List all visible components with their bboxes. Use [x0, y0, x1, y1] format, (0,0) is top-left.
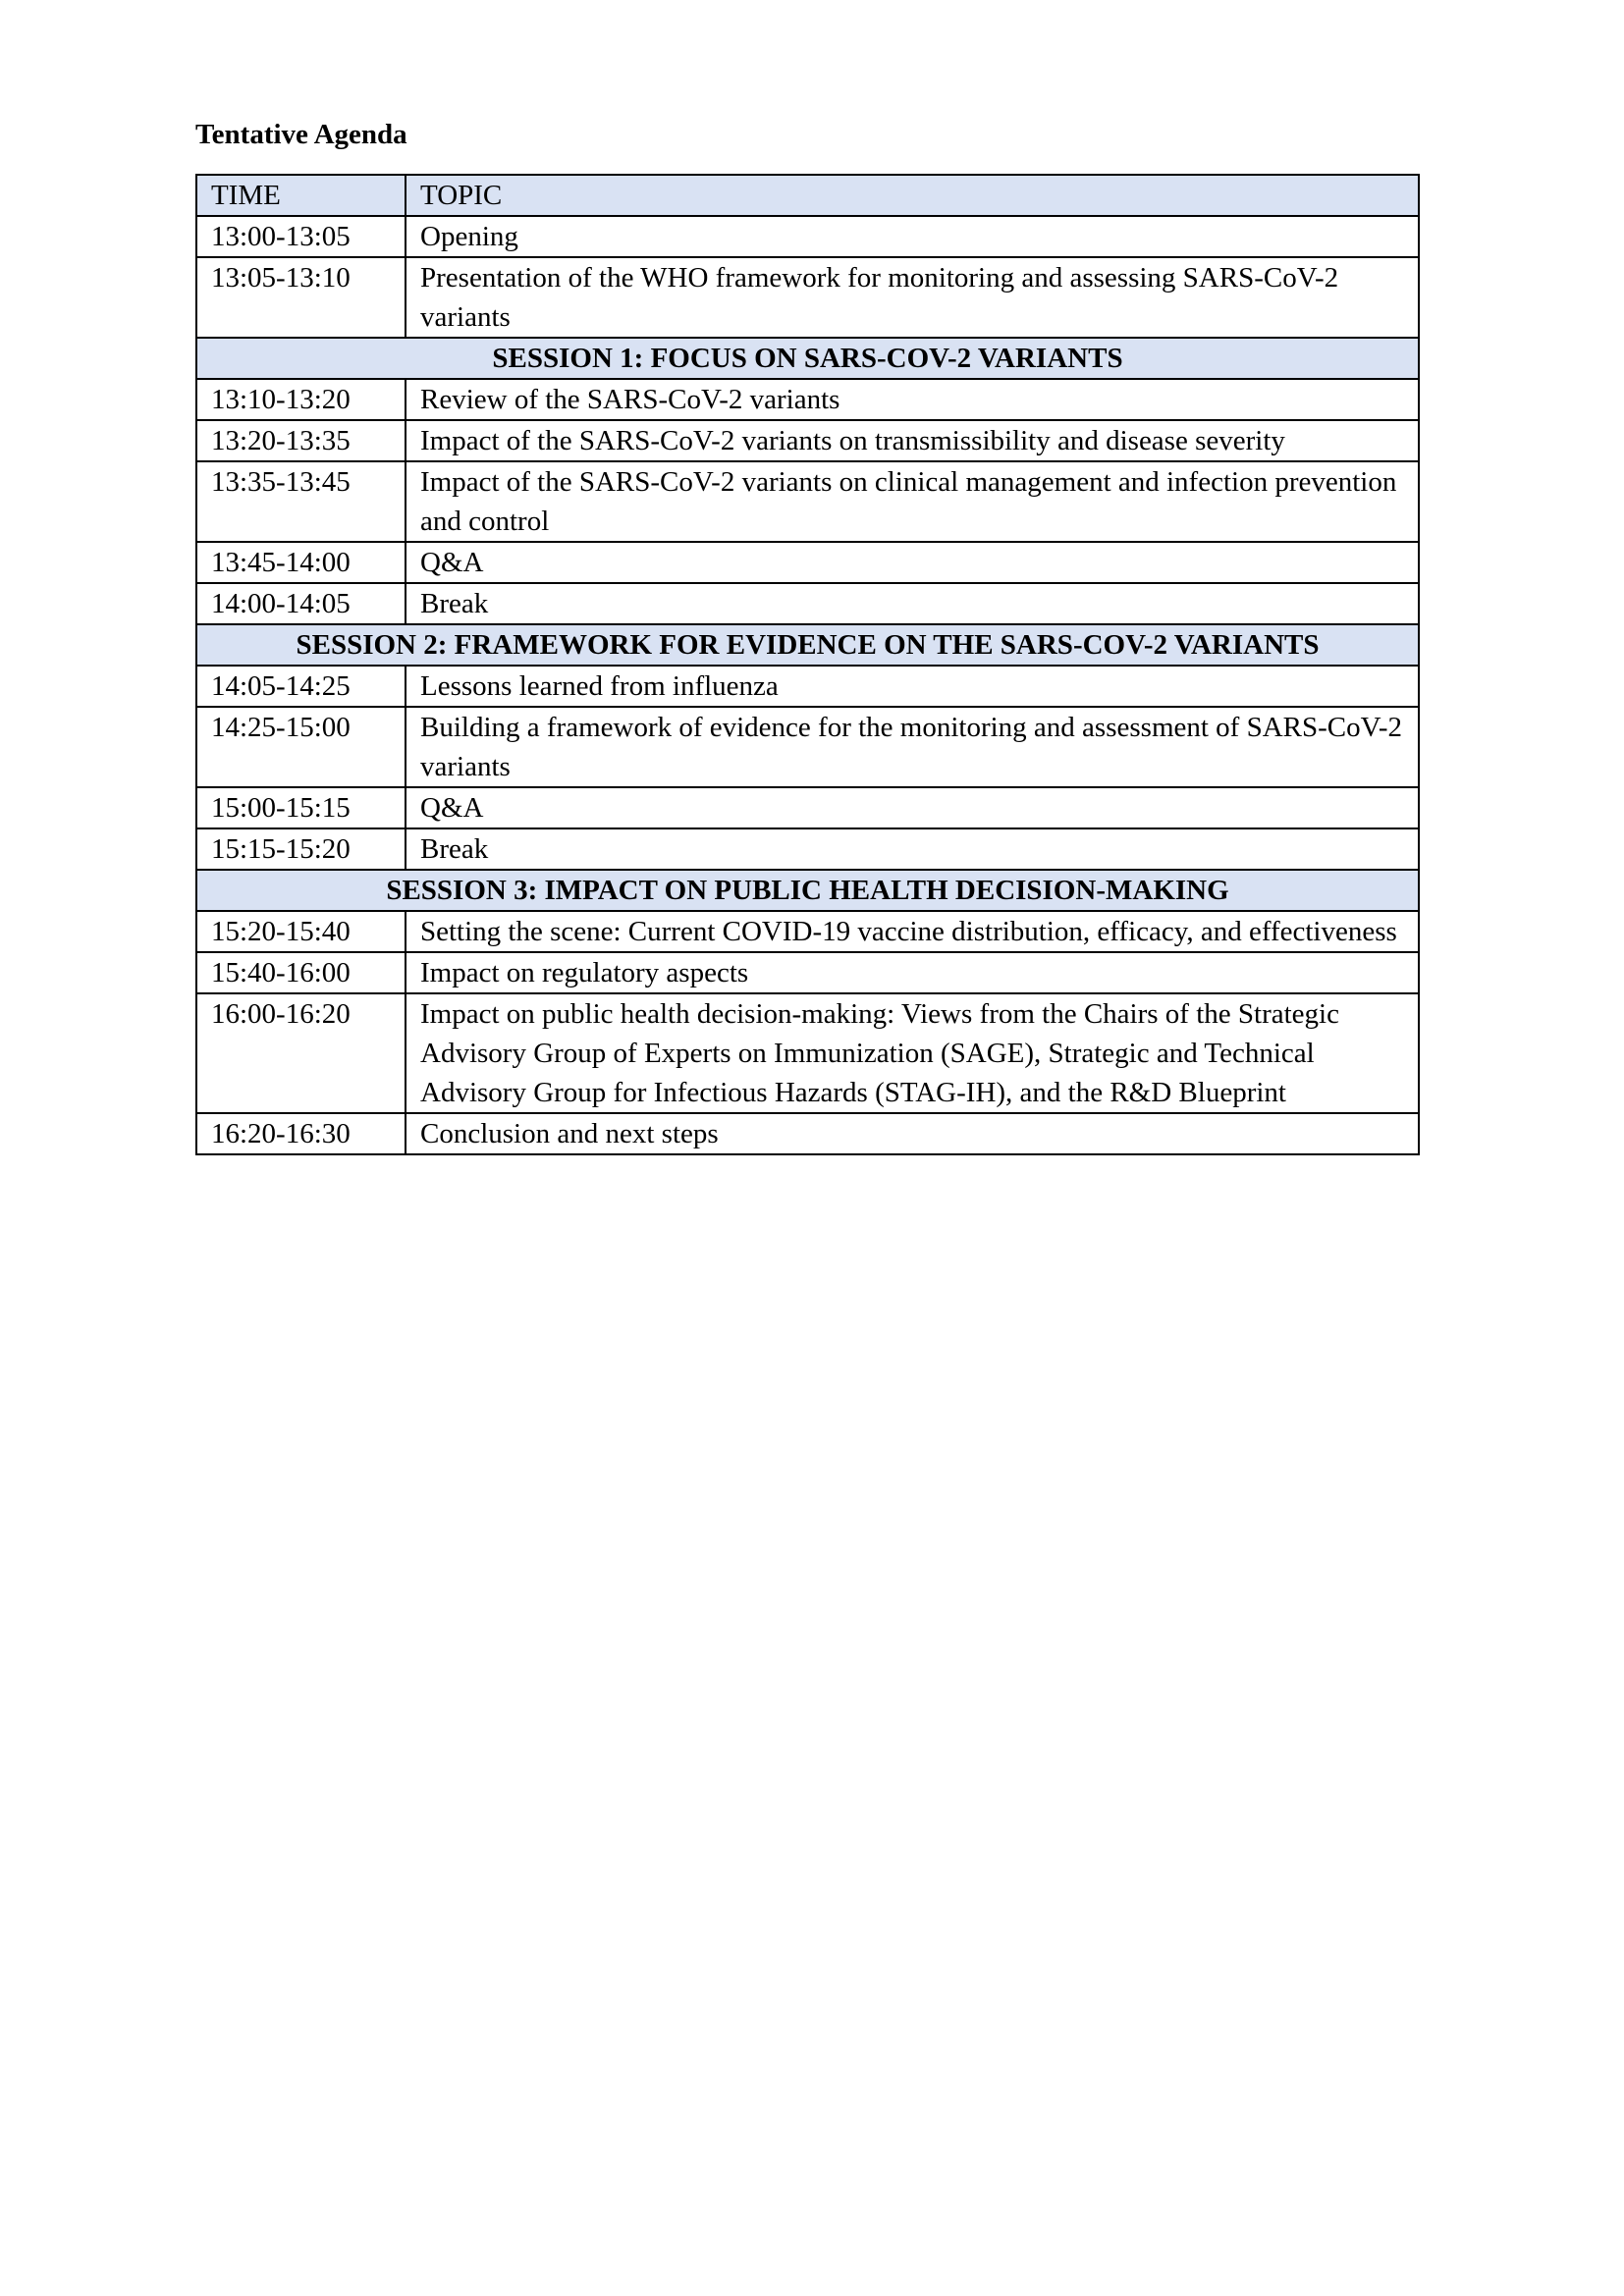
- agenda-table: [195, 174, 1420, 1155]
- topic-cell: Q&A: [406, 787, 1419, 828]
- time-cell: 15:40-16:00: [196, 952, 406, 993]
- time-cell: 15:20-15:40: [196, 911, 406, 952]
- table-row: [196, 257, 1419, 338]
- table-row: [196, 420, 1419, 461]
- time-cell: 16:20-16:30: [196, 1113, 406, 1154]
- time-column-header: TIME: [196, 175, 406, 216]
- topic-cell: Conclusion and next steps: [406, 1113, 1419, 1154]
- table-row: [196, 911, 1419, 952]
- topic-cell: Building a framework of evidence for the monitoring and assessment of SARS-CoV-2 variants: [406, 707, 1419, 787]
- time-cell: 14:00-14:05: [196, 583, 406, 624]
- topic-cell: Impact of the SARS-CoV-2 variants on transmissibility and disease severity: [406, 420, 1419, 461]
- table-header-row: [196, 175, 1419, 216]
- time-cell: 16:00-16:20: [196, 993, 406, 1113]
- time-cell: 13:10-13:20: [196, 379, 406, 420]
- topic-cell: Impact of the SARS-CoV-2 variants on clinical management and infection prevention and control: [406, 461, 1419, 542]
- session-title: SESSION 2: FRAMEWORK FOR EVIDENCE ON THE SARS-COV-2 VARIANTS: [196, 624, 1419, 666]
- time-cell: 13:35-13:45: [196, 461, 406, 542]
- page-title: Tentative Agenda: [195, 119, 407, 150]
- session-header-row: [196, 870, 1419, 911]
- time-cell: 13:45-14:00: [196, 542, 406, 583]
- topic-cell: Break: [406, 583, 1419, 624]
- time-cell: 13:05-13:10: [196, 257, 406, 338]
- table-row: [196, 1113, 1419, 1154]
- topic-cell: Break: [406, 828, 1419, 870]
- topic-cell: Impact on regulatory aspects: [406, 952, 1419, 993]
- topic-cell: Setting the scene: Current COVID-19 vaccine distribution, efficacy, and effectiveness: [406, 911, 1419, 952]
- time-cell: 14:05-14:25: [196, 666, 406, 707]
- session-header-row: [196, 624, 1419, 666]
- table-row: [196, 952, 1419, 993]
- time-cell: 14:25-15:00: [196, 707, 406, 787]
- time-cell: 15:00-15:15: [196, 787, 406, 828]
- topic-cell: Impact on public health decision-making: Views from the Chairs of the Strategic Advisory Group of Experts on Immunization (SAGE), Strategic and Technical Advisory Group for Infectious Hazards (STAG-IH), and the R&D Blueprint: [406, 993, 1419, 1113]
- session-title: SESSION 1: FOCUS ON SARS-COV-2 VARIANTS: [196, 338, 1419, 379]
- table-row: [196, 707, 1419, 787]
- time-cell: 15:15-15:20: [196, 828, 406, 870]
- table-row: [196, 787, 1419, 828]
- topic-cell: Presentation of the WHO framework for monitoring and assessing SARS-CoV-2 variants: [406, 257, 1419, 338]
- table-row: [196, 461, 1419, 542]
- topic-cell: Opening: [406, 216, 1419, 257]
- table-row: [196, 828, 1419, 870]
- table-row: [196, 993, 1419, 1113]
- time-cell: 13:20-13:35: [196, 420, 406, 461]
- session-title: SESSION 3: IMPACT ON PUBLIC HEALTH DECISION-MAKING: [196, 870, 1419, 911]
- topic-cell: Review of the SARS-CoV-2 variants: [406, 379, 1419, 420]
- topic-cell: Lessons learned from influenza: [406, 666, 1419, 707]
- time-cell: 13:00-13:05: [196, 216, 406, 257]
- topic-column-header: TOPIC: [406, 175, 1419, 216]
- table-row: [196, 216, 1419, 257]
- session-header-row: [196, 338, 1419, 379]
- topic-cell: Q&A: [406, 542, 1419, 583]
- table-row: [196, 666, 1419, 707]
- table-row: [196, 542, 1419, 583]
- table-row: [196, 379, 1419, 420]
- table-row: [196, 583, 1419, 624]
